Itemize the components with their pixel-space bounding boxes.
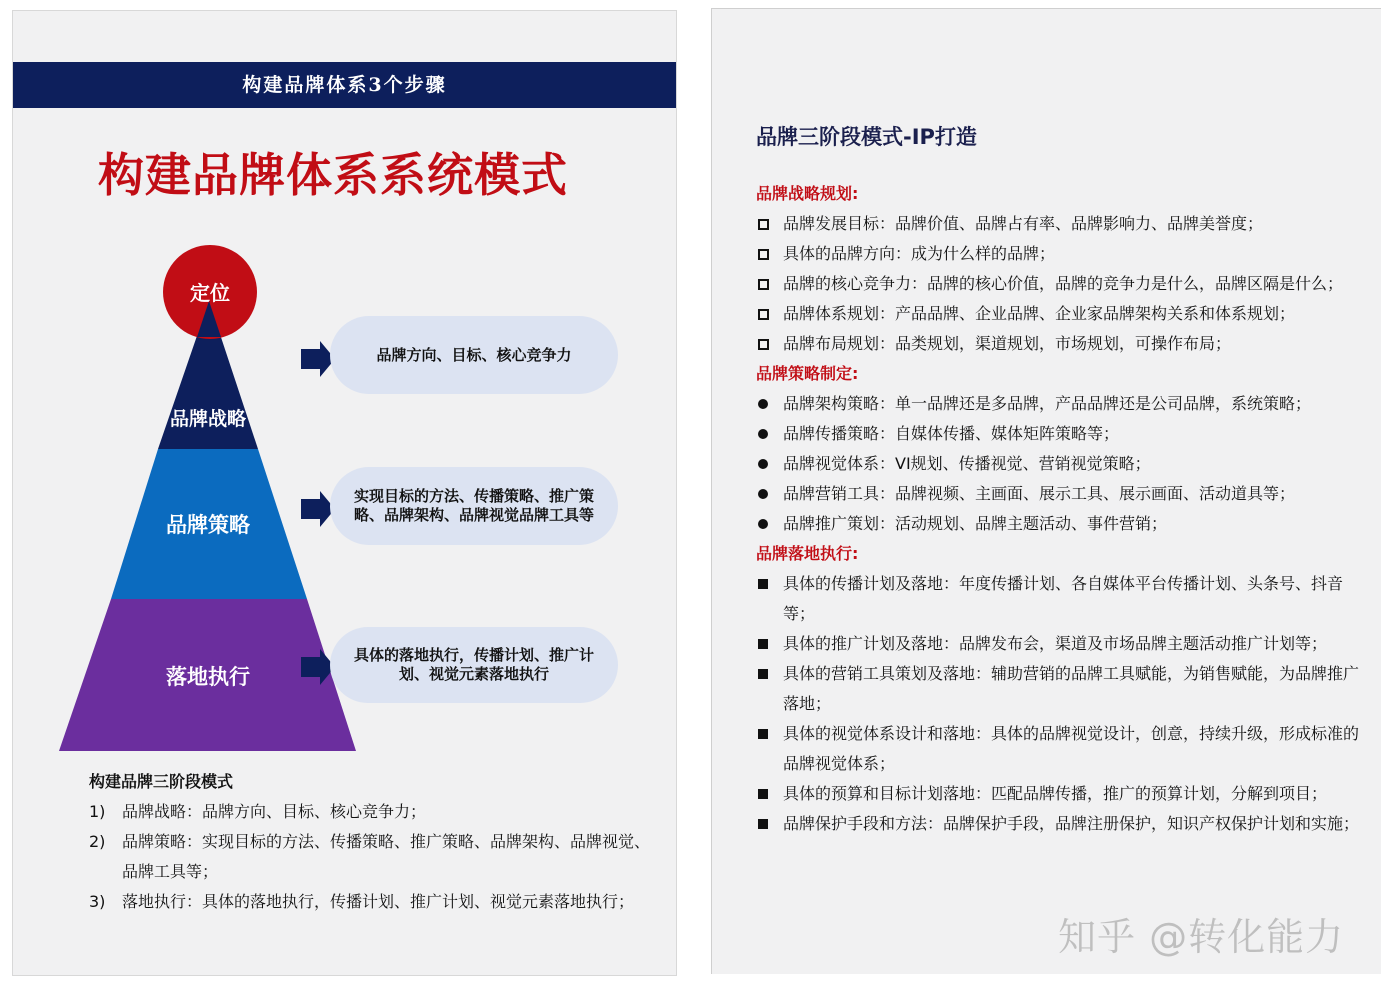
pyramid-tier3-label: 落地执行	[166, 665, 250, 689]
hollow-square-bullet-icon	[756, 299, 783, 329]
list-item	[89, 797, 664, 827]
list-text: 品牌布局规划：品类规划，渠道规划，市场规划，可操作布局；	[783, 334, 1232, 353]
square-bullet-icon	[756, 629, 783, 659]
dot-bullet-icon	[756, 389, 783, 419]
list-text: 品牌保护手段和方法：品牌保护手段，品牌注册保护，知识产权保护计划和实施；	[783, 814, 1360, 833]
right-page	[711, 8, 1381, 974]
list-text: 具体的品牌方向：成为什么样的品牌；	[783, 244, 1056, 263]
hollow-square-bullet-icon	[756, 209, 783, 239]
list-item	[756, 209, 1366, 239]
list-item	[756, 809, 1366, 839]
list-text: 品牌营销工具：品牌视频、主画面、展示工具、展示画面、活动道具等；	[783, 484, 1296, 503]
list-item	[756, 449, 1366, 479]
dot-bullet-icon	[756, 449, 783, 479]
list-text: 落地执行：具体的落地执行，传播计划、推广计划、视觉元素落地执行；	[122, 892, 635, 911]
list-item	[756, 779, 1366, 809]
square-bullet-icon	[756, 659, 783, 719]
list-text: 品牌的核心竞争力：品牌的核心价值，品牌的竞争力是什么，品牌区隔是什么；	[783, 274, 1344, 293]
hollow-square-bullet-icon	[756, 239, 783, 269]
pyramid-tier2-label: 品牌策略	[166, 513, 250, 537]
list-text: 具体的预算和目标计划落地：匹配品牌传播，推广的预算计划，分解到项目；	[783, 784, 1328, 803]
page-title: 构建品牌体系系统模式	[98, 148, 568, 202]
list-text: 品牌推广策划：活动规划、品牌主题活动、事件营销；	[783, 514, 1168, 533]
square-bullet-icon	[756, 569, 783, 629]
list-item	[756, 509, 1366, 539]
bubble-tactics: 实现目标的方法、传播策略、推广策略、品牌架构、品牌视觉品牌工具等	[330, 467, 618, 545]
square-bullet-icon	[756, 719, 783, 779]
right-page-body	[756, 179, 1366, 839]
list-text: 具体的传播计划及落地：年度传播计划、各自媒体平台传播计划、头条号、抖音等；	[783, 574, 1344, 623]
list-item	[756, 719, 1366, 779]
pyramid-top-label: 定位	[190, 281, 230, 305]
right-page-title: 品牌三阶段模式-IP打造	[756, 125, 977, 149]
section-heading-execution: 品牌落地执行:	[756, 544, 859, 563]
dot-bullet-icon	[756, 509, 783, 539]
list-text: 具体的营销工具策划及落地：辅助营销的品牌工具赋能，为销售赋能，为品牌推广落地；	[783, 664, 1360, 713]
section-heading-tactics: 品牌策略制定:	[756, 364, 859, 383]
left-page	[12, 10, 677, 976]
list-item	[89, 827, 664, 887]
list-item	[756, 419, 1366, 449]
dot-bullet-icon	[756, 419, 783, 449]
watermark: 知乎 @转化能力	[1058, 915, 1345, 959]
list-heading: 构建品牌三阶段模式	[89, 772, 234, 791]
section-banner: 构建品牌体系3个步骤	[13, 62, 676, 108]
pyramid-tier1-label: 品牌战略	[169, 408, 247, 430]
list-item	[756, 569, 1366, 629]
list-text: 品牌体系规划：产品品牌、企业品牌、企业家品牌架构关系和体系规划；	[783, 304, 1296, 323]
list-item	[756, 629, 1366, 659]
list-item	[756, 299, 1366, 329]
list-item	[756, 479, 1366, 509]
section-heading-strategy: 品牌战略规划:	[756, 184, 859, 203]
list-item	[756, 239, 1366, 269]
list-text: 品牌发展目标：品牌价值、品牌占有率、品牌影响力、品牌美誉度；	[783, 214, 1264, 233]
list-item	[756, 659, 1366, 719]
list-number: 3)	[89, 892, 106, 911]
three-stage-list	[89, 767, 664, 917]
square-bullet-icon	[756, 779, 783, 809]
list-text: 品牌传播策略：自媒体传播、媒体矩阵策略等；	[783, 424, 1120, 443]
list-text: 品牌架构策略：单一品牌还是多品牌，产品品牌还是公司品牌，系统策略；	[783, 394, 1312, 413]
dot-bullet-icon	[756, 479, 783, 509]
list-item	[756, 269, 1366, 299]
bubble-strategy: 品牌方向、目标、核心竞争力	[330, 316, 618, 394]
list-text: 具体的视觉体系设计和落地：具体的品牌视觉设计，创意，持续升级，形成标准的品牌视觉体系；	[783, 724, 1360, 773]
hollow-square-bullet-icon	[756, 269, 783, 299]
list-item	[756, 329, 1366, 359]
square-bullet-icon	[756, 809, 783, 839]
list-text: 品牌视觉体系：VI规划、传播视觉、营销视觉策略；	[783, 454, 1151, 473]
list-item	[756, 389, 1366, 419]
list-number: 1)	[89, 802, 106, 821]
hollow-square-bullet-icon	[756, 329, 783, 359]
list-text: 品牌策略：实现目标的方法、传播策略、推广策略、品牌架构、品牌视觉、品牌工具等；	[122, 832, 651, 881]
list-number: 2)	[89, 832, 106, 851]
bubble-execution: 具体的落地执行，传播计划、推广计划、视觉元素落地执行	[330, 627, 618, 703]
list-text: 品牌战略：品牌方向、目标、核心竞争力；	[122, 802, 427, 821]
list-text: 具体的推广计划及落地：品牌发布会，渠道及市场品牌主题活动推广计划等；	[783, 634, 1328, 653]
list-item	[89, 887, 664, 917]
